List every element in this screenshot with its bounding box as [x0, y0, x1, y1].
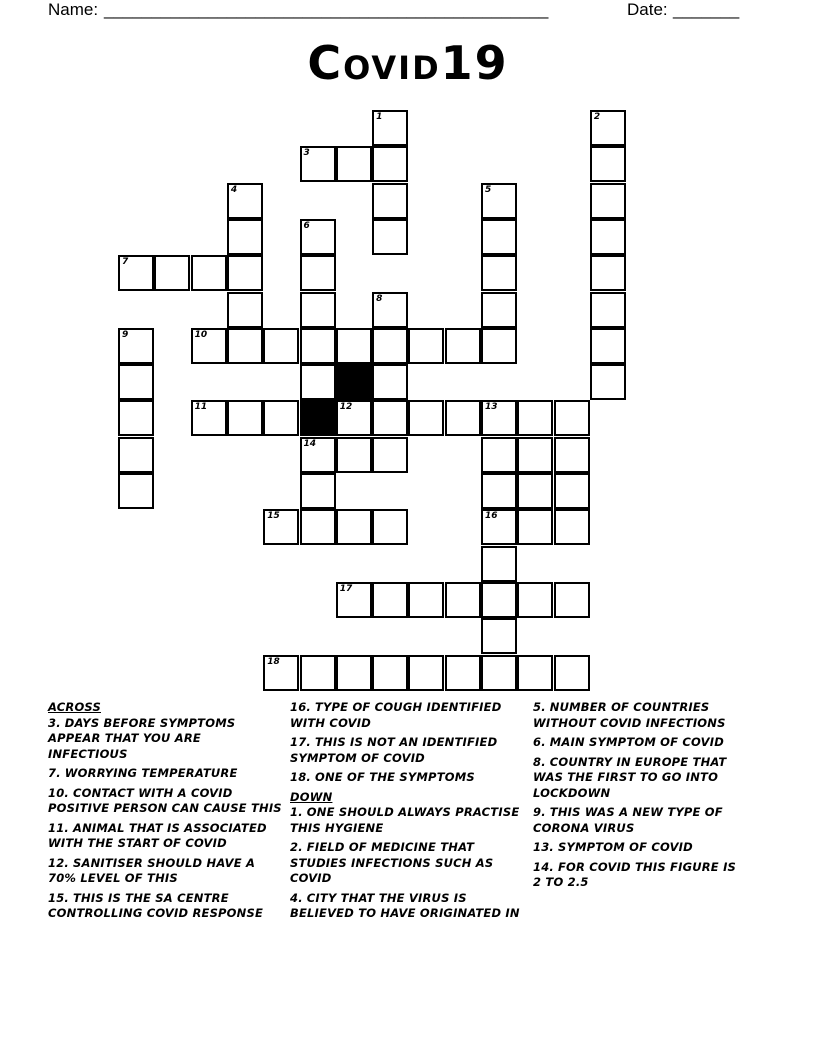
- clue-across-16: 16. TYPE OF COUGH IDENTIFIED WITH COVID: [290, 700, 502, 730]
- black-square: [336, 364, 372, 400]
- crossword-cell[interactable]: [118, 437, 154, 473]
- crossword-cell[interactable]: [118, 364, 154, 400]
- crossword-cell[interactable]: [227, 328, 263, 364]
- crossword-cell[interactable]: [481, 437, 517, 473]
- clue-number: 7: [122, 257, 129, 268]
- crossword-cell[interactable]: [118, 473, 154, 509]
- clue-number: 14: [303, 438, 317, 449]
- clue-across-17: 17. THIS IS NOT AN IDENTIFIED SYMPTOM OF COVID: [290, 735, 498, 765]
- clue-number: 2: [593, 112, 601, 122]
- crossword-cell[interactable]: [300, 473, 336, 509]
- crossword-cell[interactable]: [227, 255, 263, 291]
- crossword-cell[interactable]: [336, 582, 372, 618]
- clue-across-7: 7. WORRYING TEMPERATURE: [48, 766, 238, 780]
- crossword-cell[interactable]: [517, 582, 553, 618]
- crossword-cell[interactable]: [336, 655, 372, 691]
- crossword-cell[interactable]: [481, 582, 517, 618]
- crossword-cell[interactable]: [445, 655, 481, 691]
- crossword-cell[interactable]: [481, 400, 517, 436]
- clue-number: 12: [339, 402, 353, 413]
- crossword-cell[interactable]: [372, 655, 408, 691]
- crossword-cell[interactable]: [554, 473, 590, 509]
- down-heading: DOWN: [290, 789, 333, 804]
- crossword-cell[interactable]: [191, 328, 227, 364]
- clue-number: 3: [303, 148, 310, 159]
- crossword-cell[interactable]: [154, 255, 190, 291]
- crossword-cell[interactable]: [590, 110, 626, 146]
- clue-across-10: 10. CONTACT WITH A COVID POSITIVE PERSON CAN CAUSE THIS: [48, 785, 282, 815]
- crossword-cell[interactable]: [554, 655, 590, 691]
- crossword-cell[interactable]: [554, 437, 590, 473]
- crossword-cell[interactable]: [408, 582, 444, 618]
- crossword-cell[interactable]: [590, 255, 626, 291]
- clue-number: 11: [194, 402, 208, 413]
- crossword-cell[interactable]: [191, 400, 227, 436]
- crossword-cell[interactable]: [372, 509, 408, 545]
- crossword-cell[interactable]: [227, 219, 263, 255]
- crossword-cell[interactable]: [118, 400, 154, 436]
- clue-down-9: 9. THIS WAS A NEW TYPE OF CORONA VIRUS: [533, 805, 723, 835]
- clues-column-3: [533, 700, 743, 895]
- crossword-cell[interactable]: [191, 255, 227, 291]
- crossword-cell[interactable]: [517, 437, 553, 473]
- clue-number: 18: [267, 656, 280, 667]
- clue-down-14: 14. FOR COVID THIS FIGURE IS 2 TO 2.5: [533, 859, 737, 889]
- clue-number: 9: [122, 329, 129, 340]
- crossword-cell[interactable]: [336, 146, 372, 182]
- clue-number: 10: [194, 329, 208, 340]
- crossword-cell[interactable]: [300, 219, 336, 255]
- crossword-cell[interactable]: [227, 292, 263, 328]
- crossword-cell[interactable]: [336, 328, 372, 364]
- puzzle-title: Covid19: [307, 36, 509, 90]
- clue-number: 1: [376, 112, 383, 122]
- crossword-cell[interactable]: [336, 400, 372, 436]
- crossword-cell[interactable]: [372, 328, 408, 364]
- crossword-cell[interactable]: [408, 400, 444, 436]
- crossword-cell[interactable]: [263, 328, 299, 364]
- crossword-cell[interactable]: [336, 509, 372, 545]
- crossword-cell[interactable]: [372, 292, 408, 328]
- crossword-cell[interactable]: [590, 146, 626, 182]
- crossword-cell[interactable]: [300, 655, 336, 691]
- clue-number: 13: [485, 402, 498, 413]
- clue-number: 5: [485, 184, 492, 195]
- crossword-cell[interactable]: [517, 473, 553, 509]
- crossword-cell[interactable]: [481, 219, 517, 255]
- clue-down-4: 4. CITY THAT THE VIRUS IS BELIEVED TO HAVE ORIGINATED IN: [290, 890, 520, 920]
- clue-number: 4: [230, 184, 238, 195]
- crossword-cell[interactable]: [227, 400, 263, 436]
- clue-across-11: 11. ANIMAL THAT IS ASSOCIATED WITH THE START OF COVID: [48, 820, 267, 850]
- crossword-cell[interactable]: [481, 509, 517, 545]
- crossword-cell[interactable]: [372, 582, 408, 618]
- across-heading: ACROSS: [48, 700, 101, 714]
- crossword-cell[interactable]: [481, 618, 517, 654]
- crossword-cell[interactable]: [372, 437, 408, 473]
- crossword-cell[interactable]: [300, 364, 336, 400]
- crossword-cell[interactable]: [517, 400, 553, 436]
- crossword-cell[interactable]: [118, 328, 154, 364]
- crossword-cell[interactable]: [590, 364, 626, 400]
- crossword-cell[interactable]: [590, 219, 626, 255]
- crossword-cell[interactable]: [481, 655, 517, 691]
- crossword-cell[interactable]: [481, 255, 517, 291]
- crossword-cell[interactable]: [554, 509, 590, 545]
- crossword-cell[interactable]: [590, 292, 626, 328]
- crossword-cell[interactable]: [263, 655, 299, 691]
- clue-across-3: 3. DAYS BEFORE SYMPTOMS APPEAR THAT YOU ARE INFECTIOUS: [48, 715, 236, 761]
- crossword-cell[interactable]: [372, 364, 408, 400]
- name-blank[interactable]: _______________________________________________: [104, 0, 549, 19]
- crossword-cell[interactable]: [408, 655, 444, 691]
- crossword-cell[interactable]: [300, 328, 336, 364]
- clue-down-2: 2. FIELD OF MEDICINE THAT STUDIES INFECTIONS SUCH AS COVID: [290, 840, 494, 885]
- crossword-cell[interactable]: [445, 328, 481, 364]
- black-square: [300, 400, 336, 436]
- clue-down-6: 6. MAIN SYMPTOM OF COVID: [533, 735, 724, 749]
- clue-number: 15: [267, 511, 280, 522]
- crossword-cell[interactable]: [481, 328, 517, 364]
- clue-down-8: 8. COUNTRY IN EUROPE THAT WAS THE FIRST TO GO INTO LOCKDOWN: [533, 754, 727, 800]
- name-label: Name:: [48, 0, 99, 19]
- crossword-cell[interactable]: [481, 292, 517, 328]
- date-blank[interactable]: _______: [673, 0, 740, 19]
- clue-number: 6: [303, 220, 310, 231]
- crossword-cell[interactable]: [590, 183, 626, 219]
- crossword-cell[interactable]: [554, 400, 590, 436]
- crossword-cell[interactable]: [590, 328, 626, 364]
- clue-down-5: 5. NUMBER OF COUNTRIES WITHOUT COVID INFECTIONS: [533, 700, 726, 730]
- clues-column-1: [48, 700, 284, 926]
- crossword-cell[interactable]: [517, 509, 553, 545]
- clue-across-12: 12. SANITISER SHOULD HAVE A 70% LEVEL OF THIS: [48, 855, 256, 885]
- clue-number: 17: [339, 583, 353, 594]
- crossword-cell[interactable]: [300, 437, 336, 473]
- crossword-cell[interactable]: [336, 437, 372, 473]
- date-label: Date:: [627, 0, 668, 19]
- crossword-cell[interactable]: [300, 255, 336, 291]
- crossword-cell[interactable]: [481, 473, 517, 509]
- crossword-cell[interactable]: [263, 509, 299, 545]
- crossword-cell[interactable]: [300, 146, 336, 182]
- crossword-cell[interactable]: [263, 400, 299, 436]
- crossword-cell[interactable]: [372, 183, 408, 219]
- clue-down-13: 13. SYMPTOM OF COVID: [533, 840, 693, 854]
- crossword-cell[interactable]: [300, 292, 336, 328]
- clue-number: 8: [376, 293, 383, 304]
- clue-across-18: 18. ONE OF THE SYMPTOMS: [290, 770, 475, 784]
- clue-number: 16: [485, 511, 498, 522]
- crossword-cell[interactable]: [372, 146, 408, 182]
- clue-down-1: 1. ONE SHOULD ALWAYS PRACTISE THIS HYGIENE: [290, 805, 520, 835]
- crossword-cell[interactable]: [554, 582, 590, 618]
- crossword-cell[interactable]: [372, 110, 408, 146]
- crossword-cell[interactable]: [445, 582, 481, 618]
- crossword-cell[interactable]: [372, 400, 408, 436]
- crossword-cell[interactable]: [118, 255, 154, 291]
- crossword-cell[interactable]: [300, 509, 336, 545]
- crossword-cell[interactable]: [481, 183, 517, 219]
- crossword-cell[interactable]: [372, 219, 408, 255]
- crossword-cell[interactable]: [517, 655, 553, 691]
- clue-across-15: 15. THIS IS THE SA CENTRE CONTROLLING COVID RESPONSE: [48, 890, 264, 920]
- crossword-cell[interactable]: [481, 546, 517, 582]
- crossword-cell[interactable]: [445, 400, 481, 436]
- crossword-cell[interactable]: [408, 328, 444, 364]
- clues-column-2: [290, 700, 526, 926]
- crossword-cell[interactable]: [227, 183, 263, 219]
